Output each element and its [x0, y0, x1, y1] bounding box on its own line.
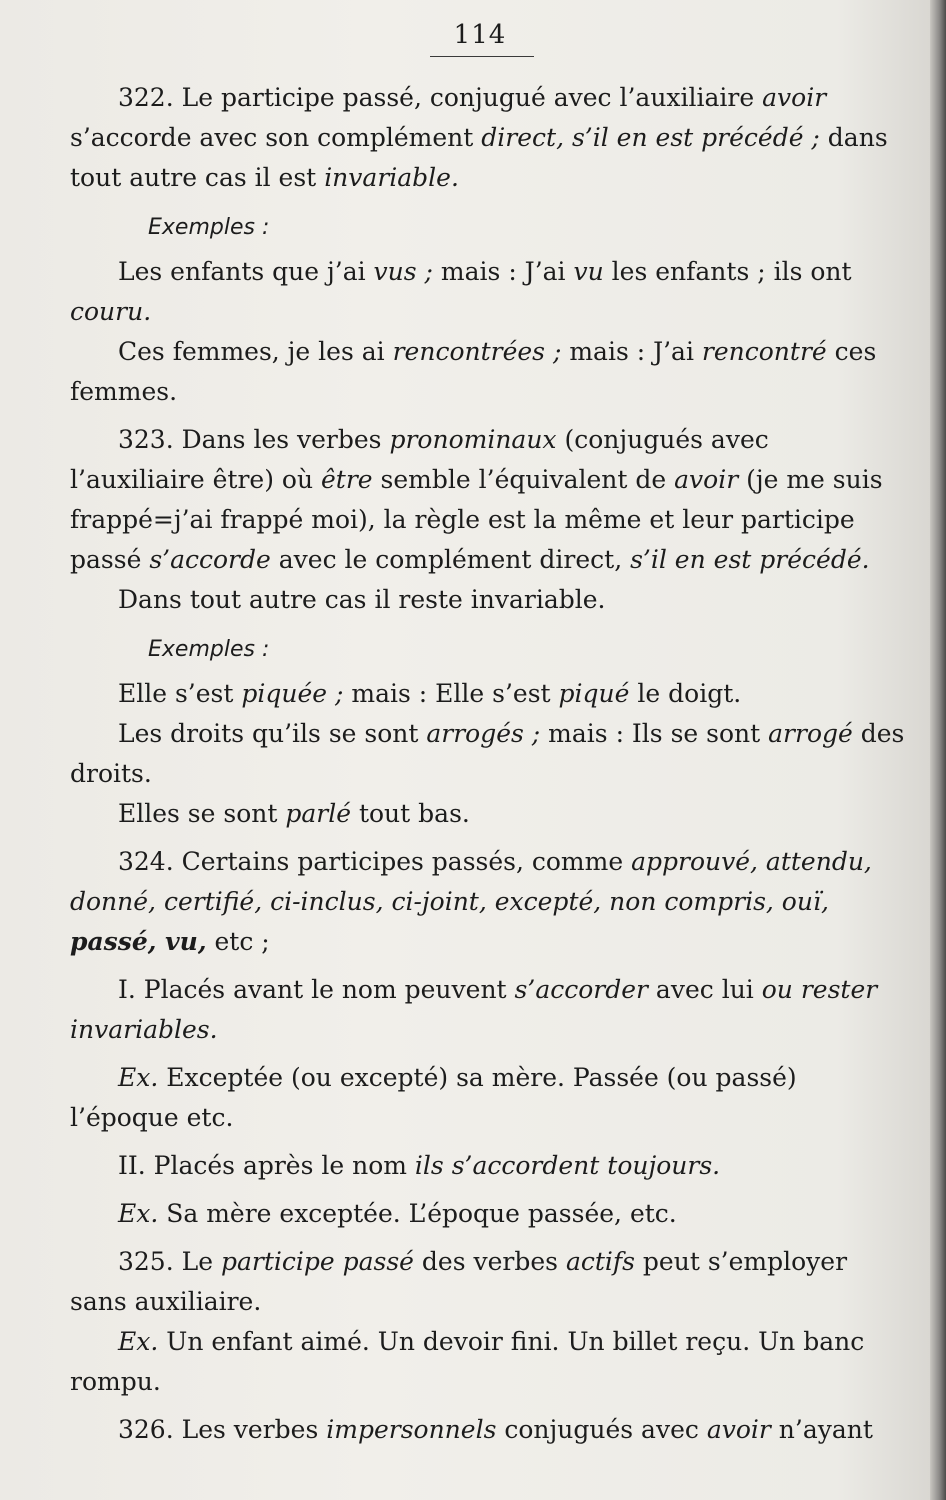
paragraph-322: 322. Le participe passé, conjugué avec l’auxiliaire avoir s’accorde avec son complément direct, s’il en est précédé ; dans tout autre cas il est invariable.: [70, 83, 888, 192]
paragraph-number: 326.: [118, 1415, 174, 1444]
book-spine-shadow: [930, 0, 946, 1500]
example-line: Ex. Un enfant aimé. Un devoir fini. Un billet reçu. Un banc rompu.: [70, 1327, 865, 1396]
example-line: Les enfants que j’ai vus ; mais : J’ai vu les enfants ; ils ont couru.: [70, 257, 852, 326]
examples-heading: Exemples :: [148, 215, 270, 240]
paragraph-325: 325. Le participe passé des verbes actifs peut s’employer sans auxiliaire.: [70, 1247, 848, 1316]
page-number-rule: [430, 56, 534, 57]
example-line: Ex. Exceptée (ou excepté) sa mère. Passée (ou passé) l’époque etc.: [70, 1063, 797, 1132]
example-line: Les droits qu’ils se sont arrogés ; mais : Ils se sont arrogé des droits.: [70, 719, 905, 788]
example-line: Elles se sont parlé tout bas.: [118, 799, 470, 828]
rule-I: I. Placés avant le nom peuvent s’accorder avec lui ou rester invariables.: [70, 975, 878, 1044]
example-line: Ex. Sa mère exceptée. L’époque passée, etc.: [118, 1199, 677, 1228]
paragraph-number: 324.: [118, 847, 174, 876]
paragraph-number: 323.: [118, 425, 174, 454]
paragraph-323-continued: Dans tout autre cas il reste invariable.: [118, 585, 606, 614]
page-body: [70, 78, 908, 1450]
paragraph-324: 324. Certains participes passés, comme approuvé, attendu, donné, certifié, ci-inclus, ci-joint, excepté, non compris, ouï, passé, vu, etc ;: [70, 847, 872, 956]
paragraph-number: 322.: [118, 83, 174, 112]
page-number: 114: [453, 20, 507, 50]
paragraph-323: 323. Dans les verbes pronominaux (conjugués avec l’auxiliaire être) où être semble l’équivalent de avoir (je me suis frappé=j’ai frappé moi), la règle est la même et leur participe passé s’accorde avec le complément direct, s’il en est précédé.: [70, 425, 883, 574]
rule-II: II. Placés après le nom ils s’accordent toujours.: [118, 1151, 721, 1180]
example-line: Ces femmes, je les ai rencontrées ; mais : J’ai rencontré ces femmes.: [70, 337, 877, 406]
paragraph-326: 326. Les verbes impersonnels conjugués avec avoir n’ayant: [118, 1415, 873, 1444]
examples-heading: Exemples :: [148, 637, 270, 662]
paragraph-number: 325.: [118, 1247, 174, 1276]
example-line: Elle s’est piquée ; mais : Elle s’est piqué le doigt.: [118, 679, 742, 708]
